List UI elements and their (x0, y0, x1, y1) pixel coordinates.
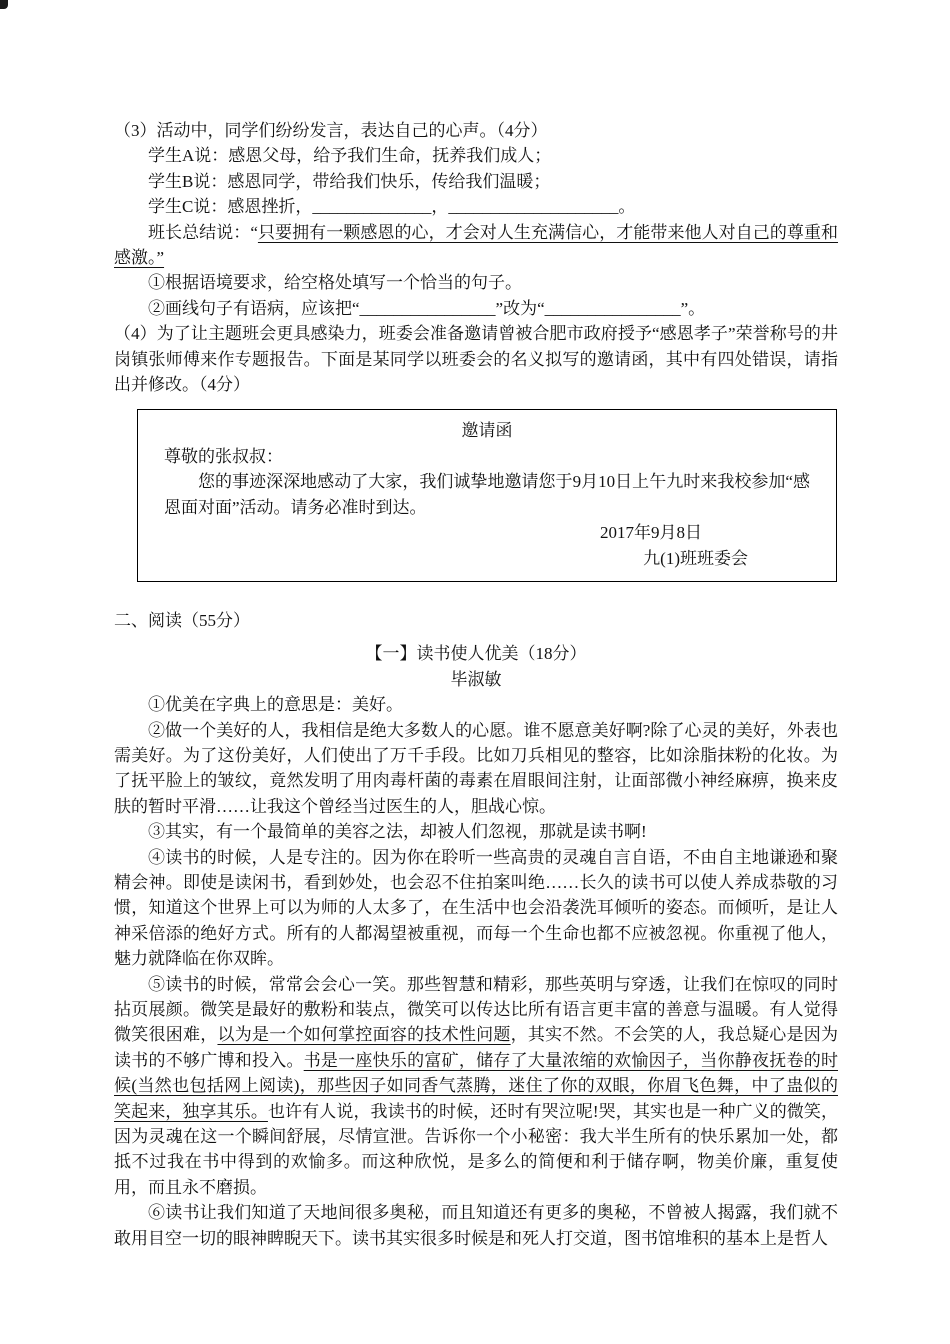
reading-section (114, 608, 838, 1251)
paragraph-5-text-3: 也许有人说，我读书的时候，还时有哭泣呢!哭，其实也是一种广义的微笑，因为灵魂在这一个瞬间舒展，尽情宣泄。告诉你一个小秘密：我大半生所有的快乐累加一处，都抵不过我在书中得到的欢愉多。而这种欣悦，是多么的简便和利于储存啊，物美价廉，重复使用，而且永不磨损。 (114, 1101, 838, 1197)
monitor-prefix: 班长总结说：“ (148, 222, 258, 242)
paragraph-5-text-1: ⑤读书的时候，常常会会心一笑。那些智慧和精彩，那些英明与穿透，让我们在惊叹的同时拈页展颜。微笑是最好的敷粉和装点，微笑可以传达比所有语言更丰富的善意与温暖。有人觉得微笑很困难， (114, 974, 838, 1045)
article-title: 【一】读书使人优美（18分） (365, 644, 587, 664)
monitor-summary-line (114, 220, 838, 271)
paragraph-5-underlined-1: 以为是一个如何掌控面容的技术性问题 (217, 1025, 511, 1045)
article-paragraph-4: ④读书的时候，人是专注的。因为你在聆听一些高贵的灵魂自言自语，不由自主地谦逊和聚精会神。即使是读闲书，看到妙处，也会忍不住拍案叫绝……长久的读书可以使人养成恭敬的习惯，知道这个世界上可以为师的人太多了，在生活中也会沿袭洗耳倾听的姿态。而倾听，是让人神采倍添的绝好方式。所有的人都渴望被重视，而每一个生命也都不应被忽视。你重视了他人，魅力就降临在你双眸。 (114, 847, 838, 969)
student-a-line: 学生A说：感恩父母，给予我们生命，抚养我们成人； (148, 146, 552, 166)
article-paragraph-5 (114, 972, 838, 1201)
invitation-body: 您的事迹深深地感动了大家，我们诚挚地邀请您于9月10日上午九时来我校参加“感恩面对面”活动。请务必准时到达。 (164, 472, 810, 517)
question-4-text: （4）为了让主题班会更具感染力，班委会准备邀请曾被合肥市政府授予“感恩孝子”荣誉称号的井岗镇张师傅来作专题报告。下面是某同学以班委会的名义拟写的邀请函，其中有四处错误，请指出并修改。（4分） (114, 324, 838, 395)
subquestion-1: ①根据语境要求，给空格处填写一个恰当的句子。 (148, 273, 522, 293)
question-4-section (114, 321, 838, 582)
invitation-title: 邀请函 (461, 421, 513, 441)
invitation-signature: 九(1)班班委会 (643, 548, 748, 568)
article-author: 毕淑敏 (450, 669, 502, 689)
invitation-date: 2017年9月8日 (600, 523, 702, 543)
question-3-section (114, 118, 838, 321)
question-3-heading: （3）活动中，同学们纷纷发言，表达自己的心声。（4分） (114, 121, 548, 140)
article-paragraph-2: ②做一个美好的人，我相信是绝大多数人的心愿。谁不愿意美好啊?除了心灵的美好，外表也需美好。为了这份美好，人们使出了万千手段。比如刀兵相见的整容，比如涂脂抹粉的化妆。为了抚平脸上的皱纹，竟然发明了用肉毒杆菌的毒素在眉眼间注射，让面部微小神经麻痹，换来皮肤的暂时平滑……让我这个曾经当过医生的人，胆战心惊。 (114, 720, 838, 816)
article-paragraph-6: ⑥读书让我们知道了天地间很多奥秘，而且知道还有更多的奥秘，不曾被人揭露，我们就不敢用目空一切的眼神睥睨天下。读书其实很多时候是和死人打交道，图书馆堆积的基本上是哲人 (114, 1203, 838, 1248)
student-b-line: 学生B说：感恩同学，带给我们快乐，传给我们温暖； (148, 171, 551, 191)
invitation-salutation: 尊敬的张叔叔： (164, 446, 283, 466)
reading-section-title: 二、阅读（55分） (114, 610, 250, 630)
invitation-box (137, 409, 837, 581)
article-paragraph-1: ①优美在字典上的意思是：美好。 (148, 695, 403, 715)
subquestion-2: ②画线句子有语病，应该把“________________”改为“________________”。 (148, 298, 706, 318)
paragraph-5-text-2: ，其实不然。不会笑的人，我总疑心是因为读书的不够广博和投入。 (114, 1025, 839, 1070)
paragraph-5-underlined-2: 书是一座快乐的富矿，储存了大量浓缩的欢愉因子，当你静夜抚卷的时候(当然也包括网上阅读)，那些因子如同香气蒸腾，迷住了你的双眼，你眉飞色舞，中了蛊似的笑起来，独享其乐。 (114, 1050, 839, 1121)
article-paragraph-3: ③其实，有一个最简单的美容之法，却被人们忽视，那就是读书啊! (148, 822, 647, 842)
scan-artifact (0, 0, 8, 9)
student-c-line: 学生C说：感恩挫折，______________，____________________。 (148, 197, 636, 217)
monitor-quote-underlined: 只要拥有一颗感恩的心，才会对人生充满信心，才能带来他人对自己的尊重和感激。” (114, 222, 839, 268)
